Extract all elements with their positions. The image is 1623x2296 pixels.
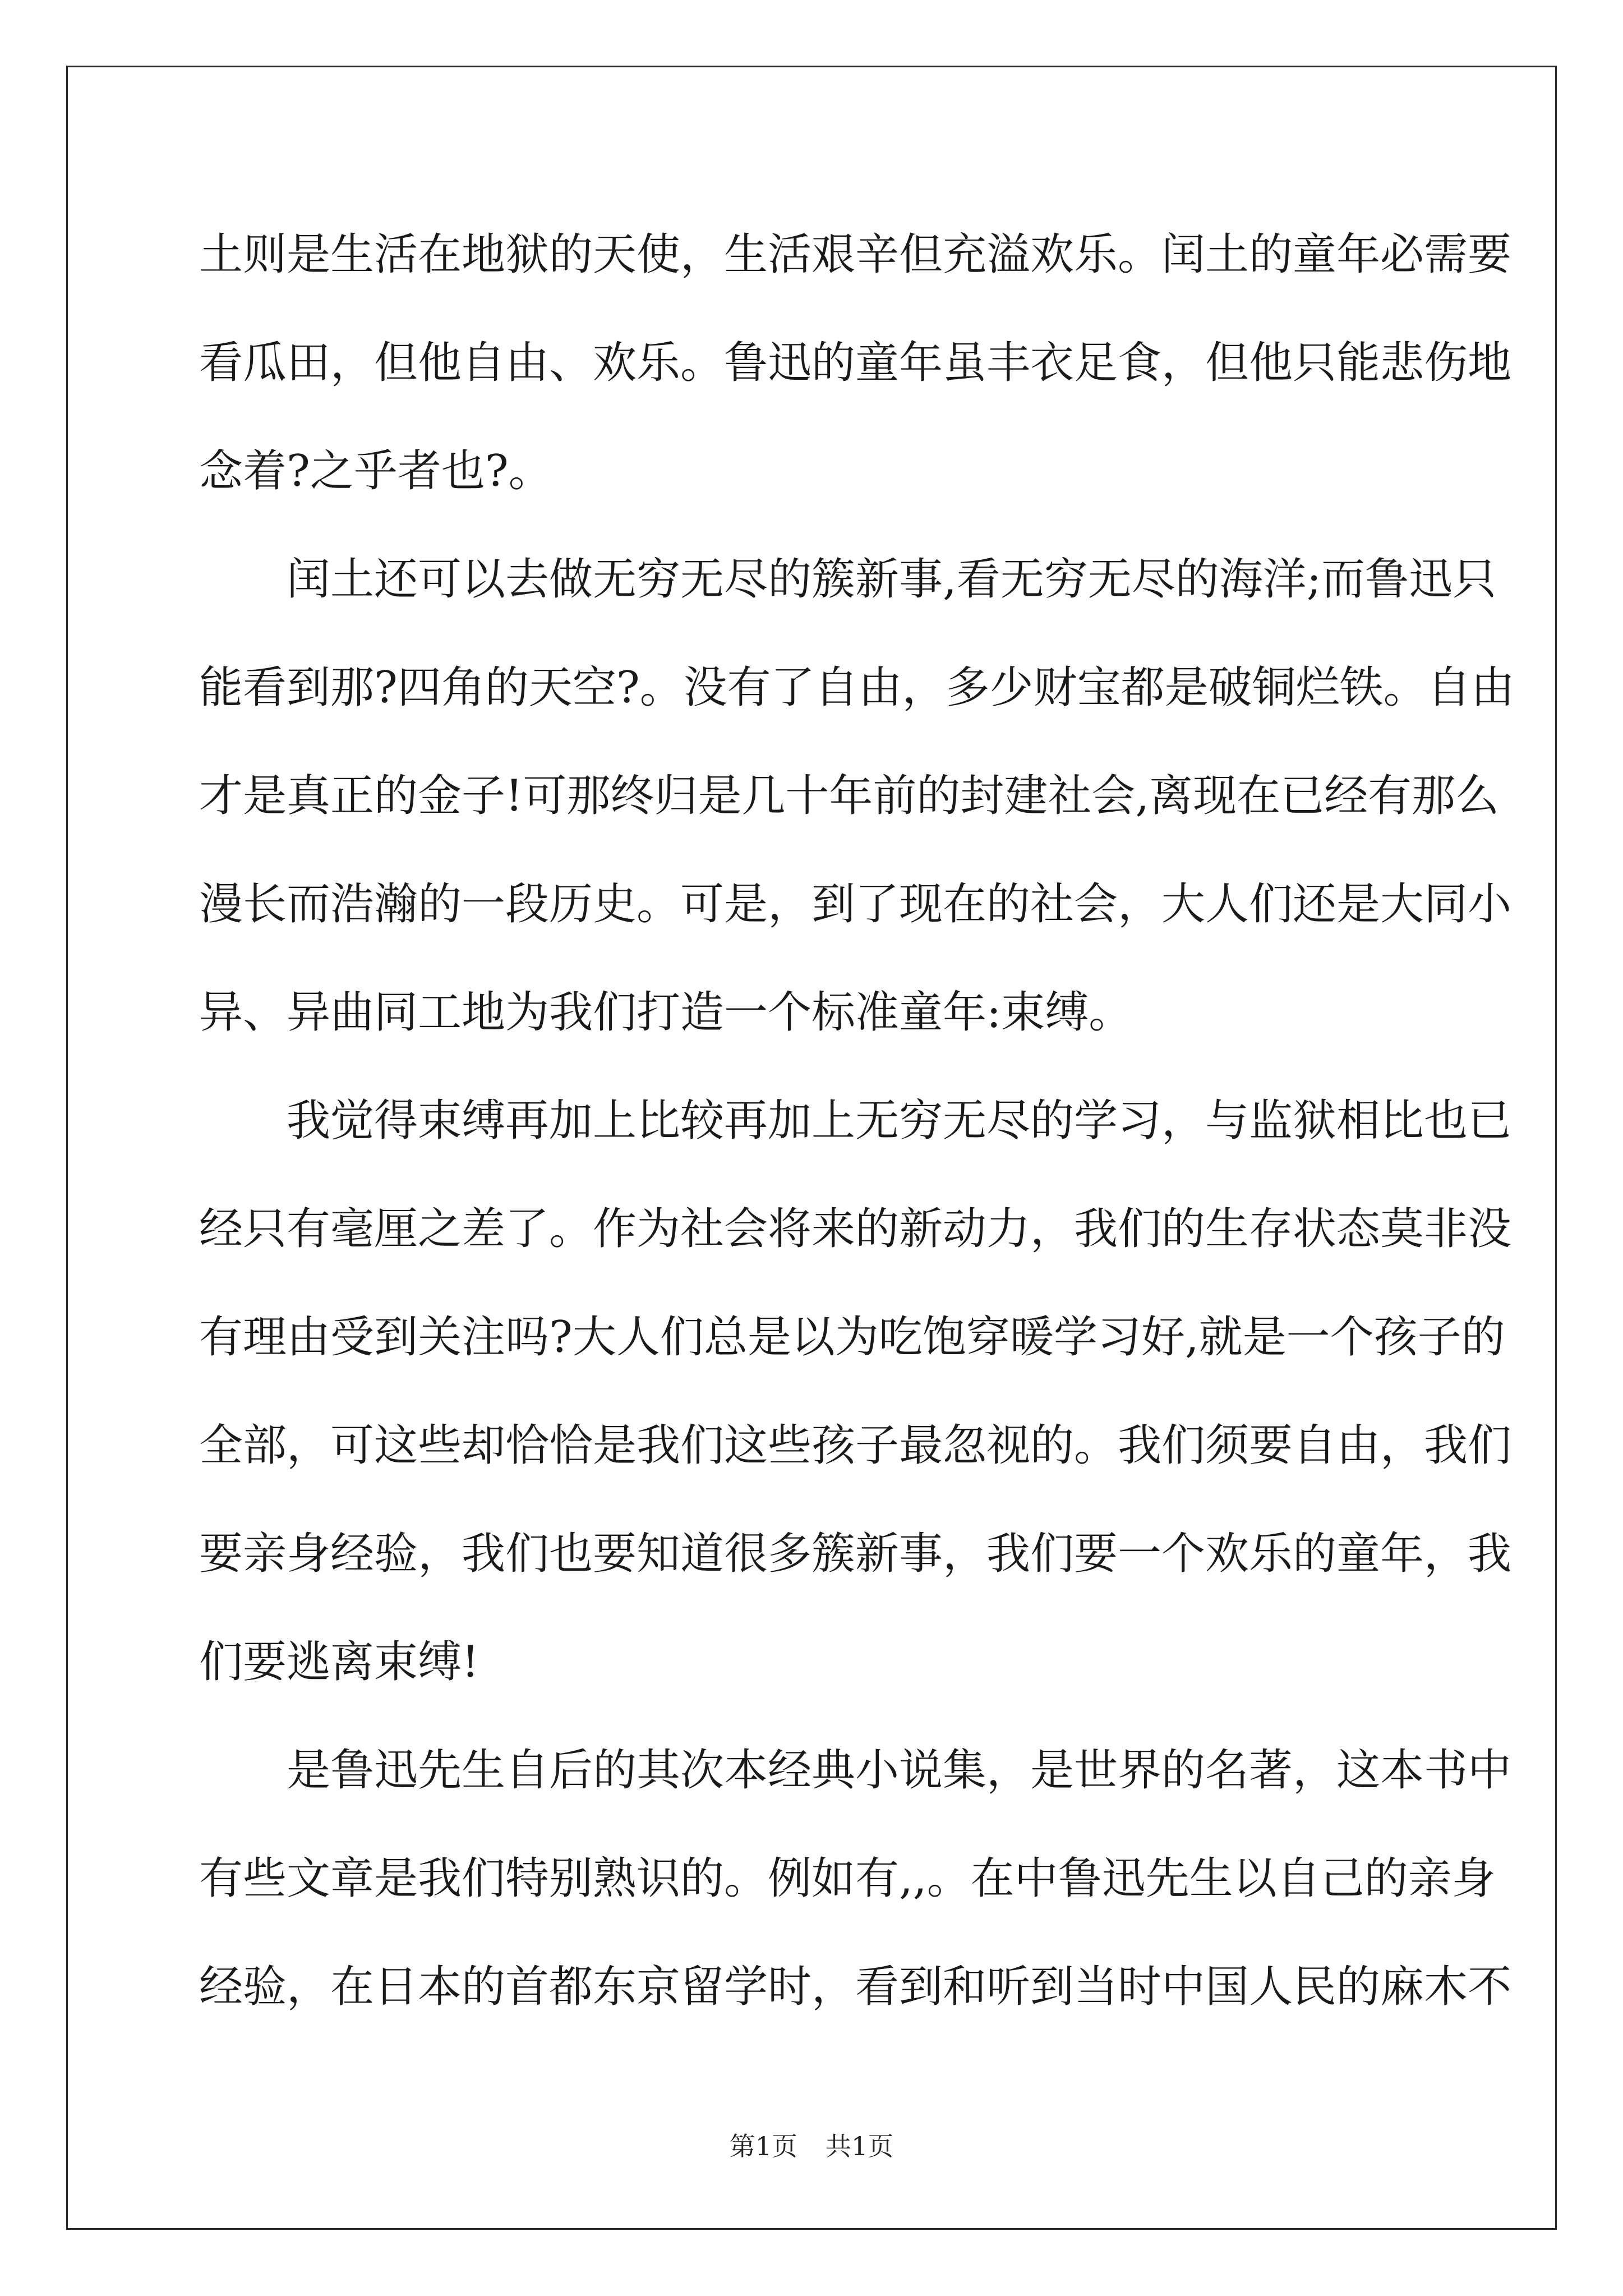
text-line: 全部，可这些却恰恰是我们这些孩子最忽视的。我们须要自由，我们 [199, 1420, 1512, 1471]
text-line: 有些文章是我们特别熟识的。例如有,,。在中鲁迅先生以自己的亲身 [199, 1853, 1496, 1904]
text-line: 土则是生活在地狱的天使，生活艰辛但充溢欢乐。闰土的童年必需要 [199, 229, 1512, 280]
text-line: 们要逃离束缚! [199, 1637, 479, 1687]
text-line: 经验，在日本的首都东京留学时，看到和听到当时中国人民的麻木不 [199, 1962, 1512, 2012]
text-line: 我觉得束缚再加上比较再加上无穷无尽的学习，与监狱相比也已 [199, 1096, 1512, 1146]
page-number: 第1页 [729, 2131, 797, 2161]
text-line: 异、异曲同工地为我们打造一个标准童年:束缚。 [199, 987, 1133, 1038]
text-line: 是鲁迅先生自后的其次本经典小说集，是世界的名著，这本书中 [199, 1745, 1512, 1796]
text-line: 要亲身经验，我们也要知道很多簇新事，我们要一个欢乐的童年，我 [199, 1529, 1512, 1579]
text-line: 才是真正的金子!可那终归是几十年前的封建社会,离现在已经有那么 [199, 771, 1500, 821]
text-line: 经只有毫厘之差了。作为社会将来的新动力，我们的生存状态莫非没 [199, 1204, 1512, 1254]
document-body [199, 201, 1515, 2041]
text-line: 有理由受到关注吗?大人们总是以为吃饱穿暖学习好,就是一个孩子的 [199, 1312, 1505, 1363]
text-line: 闰土还可以去做无穷无尽的簇新事,看无穷无尽的海洋;而鲁迅只 [199, 554, 1497, 605]
text-line: 漫长而浩瀚的一段历史。可是，到了现在的社会，大人们还是大同小 [199, 879, 1512, 930]
text-line: 看瓜田，但他自由、欢乐。鲁迅的童年虽丰衣足食，但他只能悲伤地 [199, 338, 1512, 388]
text-line: 念着?之乎者也?。 [199, 446, 552, 496]
page-total: 共1页 [826, 2131, 894, 2161]
page-footer [0, 2129, 1623, 2163]
text-line: 能看到那?四角的天空?。没有了自由，多少财宝都是破铜烂铁。自由 [199, 662, 1515, 713]
